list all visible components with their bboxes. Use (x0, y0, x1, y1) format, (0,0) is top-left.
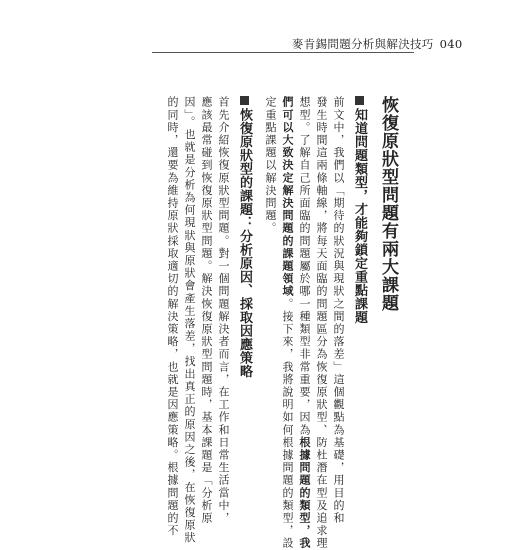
paragraph-line: 發生時間這兩條軸線，將每天面臨的問題區分為恢復原狀型、防杜潛在型及追求理 (315, 96, 328, 550)
paragraph-line: 的同時，還要為維持原狀採取適切的解決策略，也就是因應策略。根據問題的不 (166, 96, 179, 537)
paragraph-line: 定重點課題以解決問題。 (264, 96, 277, 235)
running-header (292, 36, 462, 52)
square-bullet-icon (240, 96, 249, 105)
paragraph-line: 因」。也就是分析為何現狀與原狀會產生落差，找出真正的原因之後，在恢復原狀 (183, 96, 196, 545)
paragraph-line: 想型。了解自己所面臨的問題屬於哪一種類型非常重要，因為根據問題的類型，我 (298, 96, 311, 550)
paragraph-line: 前文中，我們以「期待的狀況與現狀之間的落差」這個觀點為基礎，用目的和 (332, 96, 345, 525)
paragraph-line: 應該最常碰到恢復原狀型問題。解決恢復原狀型問題時，基本課題是「分析原 (200, 96, 213, 525)
vertical-text-body (150, 96, 400, 550)
page-number: 040 (439, 37, 463, 51)
header-rule (152, 52, 414, 53)
section-heading-1-text: 知道問題類型，才能夠鎖定重點課題 (352, 108, 367, 324)
page-title: 恢復原狀型問題有兩大課題 (378, 96, 398, 312)
section-heading-2-text: 恢復原狀型的課題：分析原因、採取因應策略 (237, 108, 252, 378)
section-heading-1 (349, 96, 369, 461)
square-bullet-icon (355, 96, 364, 105)
emphasis-text: 們可以大致決定解決問題的課題領域 (281, 96, 294, 298)
section-heading-2 (234, 96, 254, 461)
paragraph-line: 們可以大致決定解決問題的課題領域。接下來，我將說明如何根據問題的類型，設 (281, 96, 294, 550)
emphasis-text: 根據問題的類型，我 (298, 436, 311, 550)
paragraph-line: 首先介紹恢復原狀型問題。對一個問題解決者而言，在工作和日常生活當中， (217, 96, 230, 525)
header-title: 麥肯錫問題分析與解決技巧 (292, 37, 434, 51)
